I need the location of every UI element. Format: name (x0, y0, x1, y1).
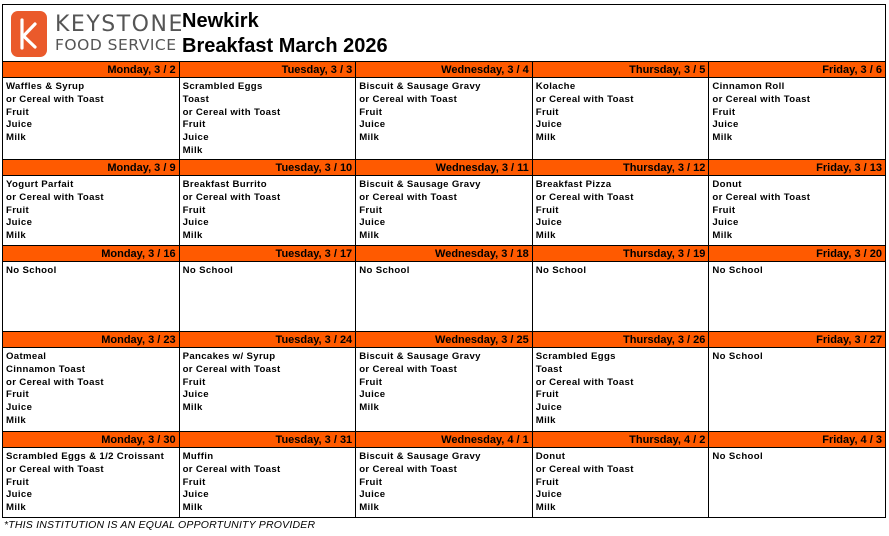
day-menu (180, 448, 356, 517)
menu-item: or Cereal with Toast (359, 93, 458, 105)
menu-item: Yogurt Parfait (6, 179, 74, 190)
menu-item: or Cereal with Toast (6, 93, 104, 105)
day-cell (180, 160, 357, 246)
day-date-header: Friday, 3 / 27 (709, 332, 885, 348)
equal-opportunity-note: *THIS INSTITUTION IS AN EQUAL OPPORTUNITY PROVIDER (4, 519, 316, 531)
day-menu (180, 176, 356, 245)
menu-item: Juice (359, 217, 386, 229)
day-cell (3, 62, 180, 160)
menu-item: Biscuit & Sausage Gravy (359, 81, 481, 92)
menu-item: Cinnamon Roll (712, 81, 785, 92)
menu-item: Juice (182, 132, 209, 144)
day-cell (3, 432, 180, 518)
day-date-header: Wednesday, 3 / 4 (356, 62, 532, 78)
day-menu (533, 348, 709, 431)
day-cell (709, 62, 886, 160)
menu-item: Milk (182, 144, 203, 156)
menu-item: Muffin (182, 451, 214, 462)
menu-item: Fruit (182, 476, 206, 488)
menu-item: or Cereal with Toast (535, 191, 634, 203)
menu-item: Donut (712, 179, 742, 190)
menu-item: Juice (6, 217, 33, 229)
day-menu (356, 176, 532, 245)
menu-item: Cinnamon Toast (6, 363, 86, 375)
menu-item: or Cereal with Toast (182, 363, 281, 375)
menu-item: Donut (535, 451, 566, 462)
menu-item: Milk (535, 230, 556, 242)
menu-item: Juice (182, 489, 209, 501)
menu-item: No School (712, 451, 763, 462)
day-menu (180, 262, 356, 331)
day-date-header: Thursday, 3 / 19 (533, 246, 709, 262)
menu-item: Fruit (359, 204, 383, 216)
menu-item: No School (6, 265, 57, 276)
day-cell (3, 332, 180, 432)
logo-line-keystone: KEYSTONE (55, 11, 184, 37)
menu-item: Fruit (712, 204, 736, 216)
day-date-header: Tuesday, 3 / 10 (180, 160, 356, 176)
menu-item: Breakfast Pizza (535, 179, 612, 190)
menu-item: Fruit (359, 106, 383, 118)
menu-item: Fruit (535, 106, 559, 118)
menu-item: Fruit (359, 376, 383, 388)
menu-item: or Cereal with Toast (182, 191, 281, 203)
menu-item: Juice (359, 119, 386, 131)
menu-item: Milk (359, 502, 380, 514)
menu-item: Milk (182, 230, 203, 242)
menu-item: Milk (535, 414, 556, 426)
menu-item: or Cereal with Toast (535, 376, 634, 388)
logo-line-food-service: FOOD SERVICE (55, 35, 177, 54)
day-date-header: Monday, 3 / 16 (3, 246, 179, 262)
day-cell (709, 246, 886, 332)
day-date-header: Tuesday, 3 / 31 (180, 432, 356, 448)
week-row (3, 62, 886, 160)
day-date-header: Thursday, 3 / 5 (533, 62, 709, 78)
day-cell (709, 160, 886, 246)
week-row (3, 432, 886, 518)
menu-item: Scrambled Eggs & 1/2 Croissant (6, 451, 165, 462)
day-cell (533, 160, 710, 246)
day-cell (180, 246, 357, 332)
day-date-header: Tuesday, 3 / 17 (180, 246, 356, 262)
day-cell (180, 432, 357, 518)
menu-item: Juice (712, 217, 739, 229)
menu-item: Toast (535, 363, 563, 375)
menu-item: or Cereal with Toast (6, 191, 104, 203)
menu-item: or Cereal with Toast (359, 363, 458, 375)
day-menu (356, 78, 532, 159)
day-cell (180, 62, 357, 160)
day-cell (356, 432, 533, 518)
day-cell (533, 432, 710, 518)
keystone-logo (11, 11, 184, 57)
menu-item: Juice (712, 119, 739, 131)
day-menu (356, 348, 532, 431)
day-menu (533, 78, 709, 159)
keystone-k-icon (11, 11, 47, 57)
menu-item: Juice (359, 489, 386, 501)
menu-item: Milk (6, 414, 27, 426)
menu-item: Milk (182, 502, 203, 514)
menu-item: Fruit (359, 476, 383, 488)
day-cell (356, 160, 533, 246)
menu-item: Oatmeal (6, 351, 47, 362)
week-row (3, 160, 886, 246)
menu-item: Juice (535, 489, 563, 501)
menu-item: Milk (182, 402, 203, 414)
menu-item: Juice (6, 489, 33, 501)
day-cell (533, 62, 710, 160)
menu-item: or Cereal with Toast (535, 463, 634, 475)
menu-sheet (2, 4, 886, 518)
menu-item: No School (182, 265, 234, 276)
menu-item: Fruit (535, 204, 559, 216)
menu-item: Fruit (535, 476, 559, 488)
day-menu (180, 78, 356, 159)
day-menu (3, 262, 179, 331)
menu-item: Kolache (535, 81, 576, 92)
menu-item: Scrambled Eggs (182, 81, 263, 92)
day-cell (3, 246, 180, 332)
menu-item: Fruit (712, 106, 736, 118)
week-row (3, 246, 886, 332)
menu-item: Milk (712, 230, 733, 242)
menu-item: Pancakes w/ Syrup (182, 351, 276, 362)
menu-item: or Cereal with Toast (535, 93, 634, 105)
day-date-header: Wednesday, 4 / 1 (356, 432, 532, 448)
header-titles (182, 9, 388, 59)
menu-item: Toast (182, 93, 210, 105)
menu-item: or Cereal with Toast (182, 463, 281, 475)
menu-item: or Cereal with Toast (359, 463, 458, 475)
menu-item: Fruit (6, 389, 30, 401)
day-menu (533, 448, 709, 517)
menu-item: Milk (712, 132, 733, 144)
menu-item: Juice (359, 389, 386, 401)
menu-item: Breakfast Burrito (182, 179, 267, 190)
menu-item: Milk (535, 132, 556, 144)
menu-item: Fruit (182, 204, 206, 216)
menu-item: No School (712, 265, 763, 276)
menu-item: No School (535, 265, 587, 276)
menu-item: Biscuit & Sausage Gravy (359, 351, 481, 362)
day-menu (3, 448, 179, 517)
menu-item: Milk (6, 502, 27, 514)
day-date-header: Friday, 4 / 3 (709, 432, 885, 448)
menu-item: Fruit (535, 389, 559, 401)
menu-item: Waffles & Syrup (6, 81, 85, 92)
menu-item: Milk (359, 402, 380, 414)
day-date-header: Monday, 3 / 2 (3, 62, 179, 78)
day-date-header: Monday, 3 / 23 (3, 332, 179, 348)
menu-item: Juice (535, 402, 563, 414)
menu-title: Breakfast March 2026 (182, 35, 388, 57)
menu-header (2, 4, 886, 62)
day-date-header: Thursday, 3 / 26 (533, 332, 709, 348)
day-date-header: Monday, 3 / 30 (3, 432, 179, 448)
menu-item: Milk (535, 502, 556, 514)
menu-item: or Cereal with Toast (6, 463, 104, 475)
menu-item: Biscuit & Sausage Gravy (359, 179, 481, 190)
menu-item: Juice (6, 119, 33, 131)
day-date-header: Friday, 3 / 20 (709, 246, 885, 262)
day-date-header: Wednesday, 3 / 18 (356, 246, 532, 262)
day-cell (533, 332, 710, 432)
day-date-header: Friday, 3 / 13 (709, 160, 885, 176)
day-menu (709, 176, 885, 245)
day-cell (180, 332, 357, 432)
day-menu (356, 448, 532, 517)
day-date-header: Thursday, 3 / 12 (533, 160, 709, 176)
logo-wordmark (55, 11, 184, 55)
day-date-header: Wednesday, 3 / 25 (356, 332, 532, 348)
day-menu (709, 348, 885, 431)
day-menu (533, 176, 709, 245)
menu-item: or Cereal with Toast (6, 376, 104, 388)
day-date-header: Thursday, 4 / 2 (533, 432, 709, 448)
menu-item: Juice (535, 217, 563, 229)
day-menu (709, 262, 885, 331)
day-menu (709, 78, 885, 159)
menu-item: Juice (182, 217, 209, 229)
day-cell (709, 332, 886, 432)
menu-item: Milk (6, 230, 27, 242)
day-cell (533, 246, 710, 332)
menu-item: Juice (6, 402, 33, 414)
menu-item: or Cereal with Toast (712, 191, 811, 203)
day-menu (3, 176, 179, 245)
school-name: Newkirk (182, 10, 259, 32)
menu-item: Juice (535, 119, 563, 131)
day-cell (709, 432, 886, 518)
menu-item: Scrambled Eggs (535, 351, 616, 362)
menu-item: No School (359, 265, 410, 276)
week-row (3, 332, 886, 432)
menu-item: or Cereal with Toast (182, 106, 281, 118)
day-date-header: Wednesday, 3 / 11 (356, 160, 532, 176)
menu-item: or Cereal with Toast (712, 93, 811, 105)
day-date-header: Tuesday, 3 / 24 (180, 332, 356, 348)
day-menu (180, 348, 356, 431)
menu-item: Fruit (6, 476, 30, 488)
day-cell (356, 332, 533, 432)
menu-item: Fruit (182, 376, 206, 388)
menu-item: Fruit (6, 204, 30, 216)
day-menu (3, 348, 179, 431)
menu-item: Milk (359, 230, 380, 242)
calendar-grid (2, 62, 886, 518)
day-date-header: Friday, 3 / 6 (709, 62, 885, 78)
day-menu (709, 448, 885, 517)
menu-item: Fruit (182, 119, 206, 131)
day-date-header: Monday, 3 / 9 (3, 160, 179, 176)
day-menu (3, 78, 179, 159)
menu-item: Biscuit & Sausage Gravy (359, 451, 481, 462)
menu-item: or Cereal with Toast (359, 191, 458, 203)
menu-item: Milk (6, 132, 27, 144)
day-cell (356, 62, 533, 160)
day-menu (533, 262, 709, 331)
menu-item: Juice (182, 389, 209, 401)
day-cell (356, 246, 533, 332)
day-menu (356, 262, 532, 331)
day-cell (3, 160, 180, 246)
menu-item: Milk (359, 132, 380, 144)
menu-item: No School (712, 351, 763, 362)
menu-item: Fruit (6, 106, 30, 118)
day-date-header: Tuesday, 3 / 3 (180, 62, 356, 78)
